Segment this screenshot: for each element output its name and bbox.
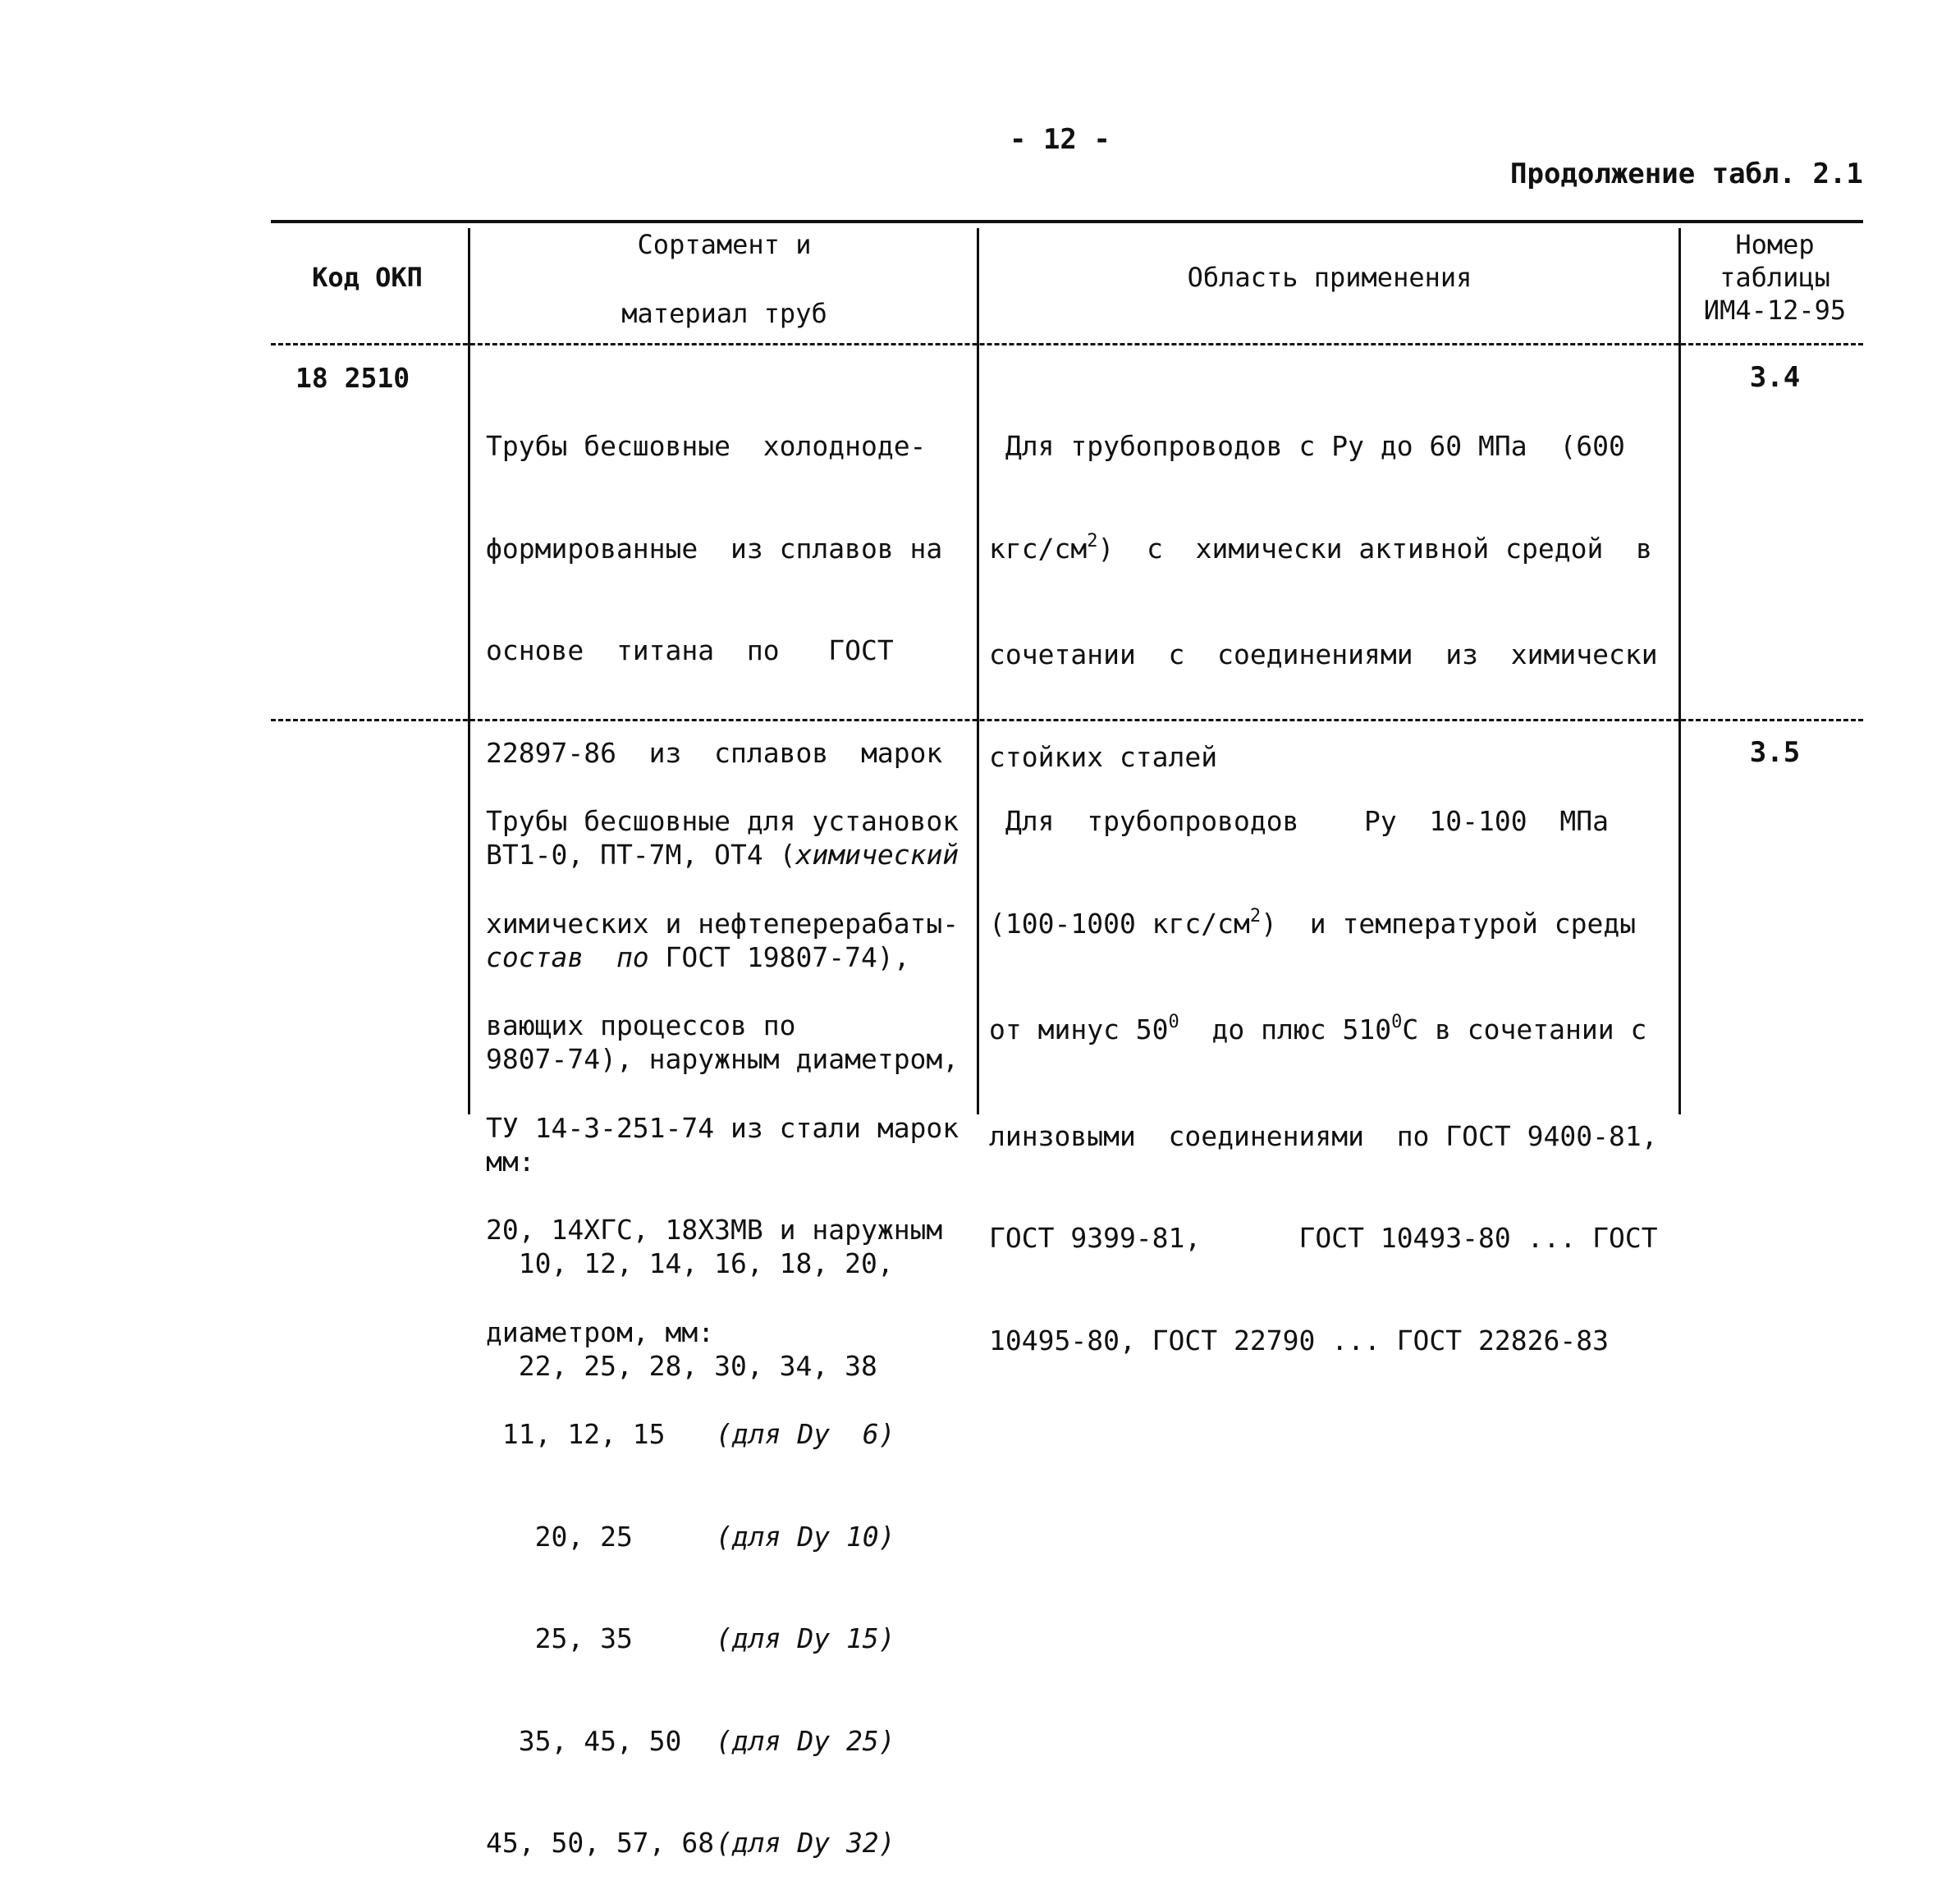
row1-sortament-line: Трубы бесшовные холодноде- bbox=[486, 430, 927, 462]
table-continuation-caption: Продолжение табл. 2.1 bbox=[1510, 158, 1863, 190]
row2-sortament-line: Трубы бесшовные для установок bbox=[486, 805, 959, 837]
row1-application-line bbox=[989, 532, 1658, 570]
row2-application-line: линзовыми соединениями по ГОСТ 9400-81, bbox=[989, 1119, 1658, 1152]
header-application: Область применения bbox=[1187, 262, 1472, 293]
row2-application-text: от минус 50 bbox=[989, 1013, 1169, 1045]
row2-dim-values: 20, 25 bbox=[486, 1520, 633, 1553]
row2-application-line bbox=[989, 907, 1658, 945]
row2-dim-values: 35, 45, 50 bbox=[486, 1724, 682, 1757]
row2-dim-note: (для Dу 25) bbox=[716, 1724, 895, 1757]
row1-code: 18 2510 bbox=[295, 362, 410, 394]
row2-application-text: до плюс 510 bbox=[1179, 1013, 1392, 1045]
row2-application-superscript: 0 bbox=[1391, 1012, 1403, 1032]
row1-application-line: стойких сталей bbox=[989, 740, 1218, 773]
row2-dim-note: (для Dу 15) bbox=[716, 1622, 895, 1654]
row1-sortament-line: 22, 25, 28, 30, 34, 38 bbox=[486, 1349, 877, 1382]
table-top-rule bbox=[271, 220, 1863, 223]
header-sortament-line2: материал труб bbox=[621, 298, 827, 329]
row2-sortament-line: 20, 14ХГС, 18Х3МВ и наружным bbox=[486, 1214, 943, 1246]
row1-sortament-italic: химический bbox=[795, 839, 959, 871]
row2-application-line: ГОСТ 9399-81, ГОСТ 10493-80 ... ГОСТ bbox=[989, 1222, 1658, 1254]
header-sortament bbox=[476, 228, 973, 330]
row1-sortament-line: 9807-74), наружным диаметром, bbox=[486, 1043, 959, 1075]
row1-sortament-italic: состав по bbox=[486, 940, 649, 973]
row2-application-text: ) и температурой среды bbox=[1261, 907, 1637, 940]
row2-dim-line bbox=[486, 1622, 959, 1656]
row2-sortament bbox=[486, 736, 959, 1894]
row1-application-superscript: 2 bbox=[1087, 530, 1098, 551]
row2-dim-note: (для Dу 10) bbox=[716, 1520, 895, 1553]
row2-application-text: С в сочетании с bbox=[1402, 1013, 1647, 1045]
header-sortament-line1: Сортамент и bbox=[637, 229, 812, 260]
row2-sortament-line: ТУ 14-3-251-74 из стали марок bbox=[486, 1111, 959, 1144]
header-table-number-line3: ИМ4-12-95 bbox=[1703, 295, 1847, 326]
row1-sortament-text: ГОСТ 19807-74), bbox=[648, 940, 910, 973]
row1-application-text: ) с химически активной средой в bbox=[1097, 532, 1652, 565]
row2-sortament-line: химических и нефтеперерабаты- bbox=[486, 907, 959, 940]
header-table-number-line2: таблицы bbox=[1720, 262, 1830, 293]
row2-application-line: Для трубопроводов Ру 10-100 МПа bbox=[989, 805, 1609, 837]
header-code: Код ОКП bbox=[312, 262, 423, 293]
row2-table-number: 3.5 bbox=[1749, 736, 1801, 769]
row2-dim-line bbox=[486, 1520, 959, 1554]
row1-sortament-line: мм: bbox=[486, 1145, 535, 1178]
row2-dim-values: 45, 50, 57, 68 bbox=[486, 1827, 715, 1859]
row1-application-line: Для трубопроводов с Ру до 60 МПа (600 bbox=[989, 430, 1625, 462]
header-table-number-line1: Номер bbox=[1735, 229, 1815, 260]
row2-application-text: (100-1000 кгс/см bbox=[989, 907, 1250, 940]
row2-dim-line bbox=[486, 1417, 959, 1452]
row2-sortament-line: вающих процессов по bbox=[486, 1009, 796, 1041]
column-divider-3 bbox=[1678, 228, 1681, 1114]
row1-sortament-line: основе титана по ГОСТ bbox=[486, 634, 894, 666]
row2-dim-line bbox=[486, 1826, 959, 1860]
column-divider-1 bbox=[468, 228, 470, 1114]
row1-sortament-line: формированные из сплавов на bbox=[486, 532, 943, 565]
row1-application-text: кгс/см bbox=[989, 532, 1088, 565]
row1-application-line: сочетании с соединениями из химически bbox=[989, 638, 1658, 670]
column-divider-2 bbox=[977, 228, 979, 1114]
row2-sortament-line: диаметром, мм: bbox=[486, 1315, 715, 1348]
header-separator-rule bbox=[271, 343, 1863, 345]
row1-sortament-text: ВТ1-0, ПТ-7М, ОТ4 ( bbox=[486, 839, 796, 871]
page-number: - 12 - bbox=[1010, 123, 1111, 156]
row2-dim-values: 11, 12, 15 bbox=[486, 1418, 666, 1450]
row2-application-superscript: 2 bbox=[1249, 905, 1262, 926]
row2-application-superscript: 0 bbox=[1168, 1012, 1179, 1032]
row2-application-line: 10495-80, ГОСТ 22790 ... ГОСТ 22826-83 bbox=[989, 1324, 1609, 1356]
header-table-number bbox=[1687, 228, 1863, 327]
row2-dim-line bbox=[486, 1724, 959, 1759]
row2-application-line bbox=[989, 1013, 1658, 1051]
row1-table-number: 3.4 bbox=[1749, 361, 1801, 394]
row2-dim-note: (для Dу 32) bbox=[716, 1827, 895, 1859]
row1-sortament-line: 22897-86 из сплавов марок bbox=[486, 736, 943, 769]
row2-application bbox=[989, 736, 1658, 1392]
row2-dim-note: (для Dу 6) bbox=[716, 1418, 895, 1450]
row2-dim-values: 25, 35 bbox=[486, 1622, 633, 1654]
row1-sortament-line: 10, 12, 14, 16, 18, 20, bbox=[486, 1247, 894, 1279]
